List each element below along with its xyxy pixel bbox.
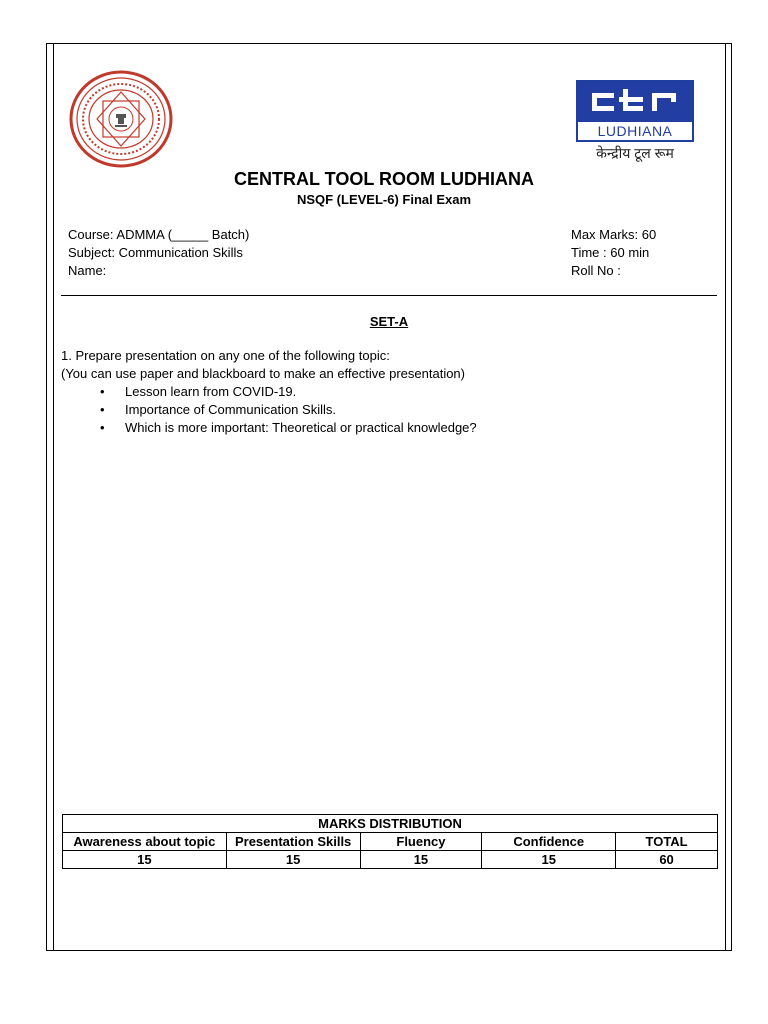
bullet-icon: • — [100, 384, 105, 399]
set-label: SET-A — [369, 314, 409, 329]
list-item: • Lesson learn from COVID-19. — [100, 384, 297, 399]
table-title: MARKS DISTRIBUTION — [63, 815, 718, 833]
question-line-1: 1. Prepare presentation on any one of the following topic: — [61, 348, 390, 363]
question-line-2: (You can use paper and blackboard to make an effective presentation) — [61, 366, 465, 381]
table-header-cell: Fluency — [360, 833, 482, 851]
table-header-row — [63, 833, 718, 851]
list-item: • Importance of Communication Skills. — [100, 402, 336, 417]
roll-no-field: Roll No : — [571, 263, 621, 278]
time-field: Time : 60 min — [571, 245, 650, 260]
exam-subtitle: NSQF (LEVEL-6) Final Exam — [296, 192, 472, 207]
ctr-wordmark-icon — [586, 87, 684, 117]
table-cell: 15 — [360, 851, 482, 869]
bullet-icon: • — [100, 402, 105, 417]
table-header-cell: Presentation Skills — [226, 833, 360, 851]
table-header-cell: Confidence — [482, 833, 616, 851]
table-cell: 60 — [616, 851, 718, 869]
course-field: Course: ADMMA (_____ Batch) — [68, 227, 250, 242]
max-marks-field: Max Marks: 60 — [571, 227, 657, 242]
page-title: CENTRAL TOOL ROOM LUDHIANA — [234, 169, 534, 189]
table-cell: 15 — [226, 851, 360, 869]
logo-hindi-text: केन्द्रीय टूल रूम — [596, 145, 674, 161]
header-divider — [61, 295, 717, 296]
table-row — [63, 851, 718, 869]
name-field: Name: — [68, 263, 107, 278]
list-item: • Which is more important: Theoretical or practical knowledge? — [100, 420, 477, 435]
ctr-ludhiana-logo — [576, 80, 694, 163]
table-header-cell: Awareness about topic — [63, 833, 227, 851]
logo-city: LUDHIANA — [597, 123, 673, 139]
subject-field: Subject: Communication Skills — [68, 245, 243, 260]
table-title-row — [63, 815, 718, 833]
msme-seal-logo — [69, 70, 173, 168]
question-text — [61, 347, 465, 383]
bullet-icon: • — [100, 420, 105, 435]
exam-meta-left — [68, 226, 249, 280]
exam-meta-right — [571, 226, 656, 280]
marks-distribution-table — [62, 814, 718, 869]
table-cell: 15 — [482, 851, 616, 869]
table-header-cell: TOTAL — [616, 833, 718, 851]
table-cell: 15 — [63, 851, 227, 869]
topic-list — [100, 383, 477, 437]
